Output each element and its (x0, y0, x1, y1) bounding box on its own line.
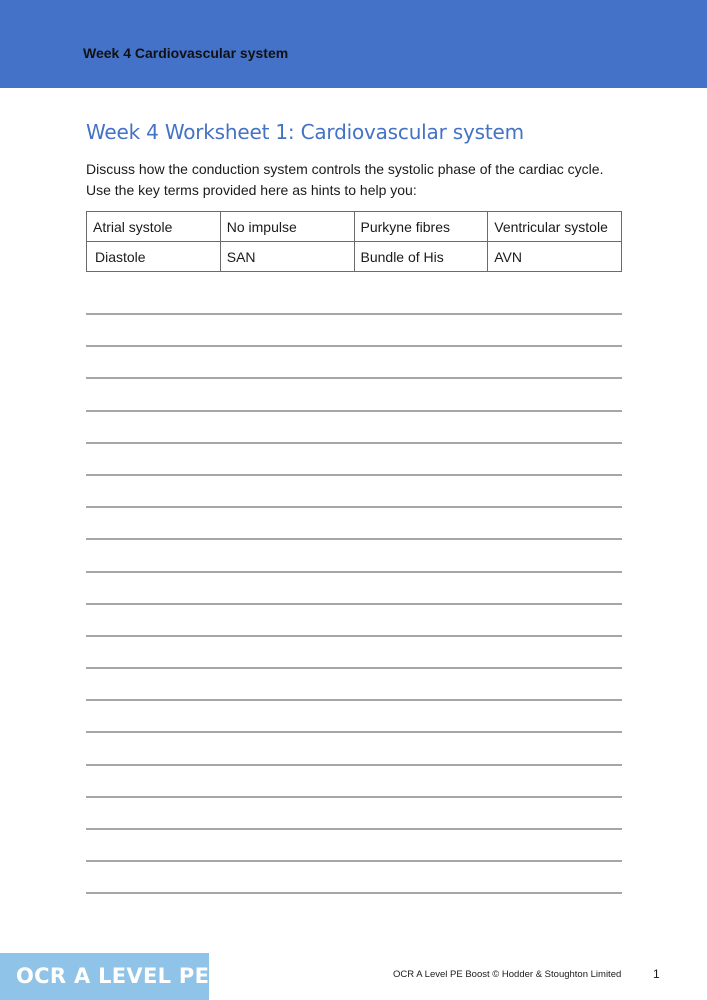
answer-line (86, 828, 622, 830)
key-term-cell: No impulse (220, 212, 354, 242)
key-term-cell: Atrial systole (87, 212, 221, 242)
answer-line (86, 345, 622, 347)
table-row (87, 212, 622, 242)
key-term-cell: SAN (220, 242, 354, 272)
answer-line (86, 764, 622, 766)
answer-line (86, 410, 622, 412)
instruction-line: Discuss how the conduction system controls the systolic phase of the cardiac cycle. (86, 161, 604, 177)
footer-copyright: OCR A Level PE Boost © Hodder & Stoughton Limited (393, 969, 622, 980)
key-term-cell: AVN (488, 242, 622, 272)
answer-line (86, 892, 622, 894)
answer-line (86, 313, 622, 315)
page-title: Week 4 Worksheet 1: Cardiovascular system (86, 120, 524, 144)
instruction-line: Use the key terms provided here as hints to help you: (86, 182, 417, 198)
answer-line (86, 442, 622, 444)
answer-line (86, 667, 622, 669)
page-number: 1 (653, 967, 660, 981)
footer-badge (0, 953, 209, 1000)
answer-lines (86, 313, 622, 925)
answer-line (86, 860, 622, 862)
answer-line (86, 538, 622, 540)
instructions (86, 159, 646, 201)
table-row (87, 242, 622, 272)
answer-line (86, 731, 622, 733)
key-term-cell: Bundle of His (354, 242, 488, 272)
answer-line (86, 474, 622, 476)
key-term-cell: Purkyne fibres (354, 212, 488, 242)
answer-line (86, 699, 622, 701)
key-term-cell: Ventricular systole (488, 212, 622, 242)
answer-line (86, 603, 622, 605)
answer-line (86, 635, 622, 637)
answer-line (86, 377, 622, 379)
footer-badge-text: OCR A LEVEL PE (16, 964, 210, 988)
answer-line (86, 571, 622, 573)
key-term-cell: Diastole (87, 242, 221, 272)
answer-line (86, 796, 622, 798)
key-terms-table (86, 211, 622, 272)
header-title: Week 4 Cardiovascular system (83, 45, 289, 61)
header-band (0, 0, 707, 88)
answer-line (86, 506, 622, 508)
